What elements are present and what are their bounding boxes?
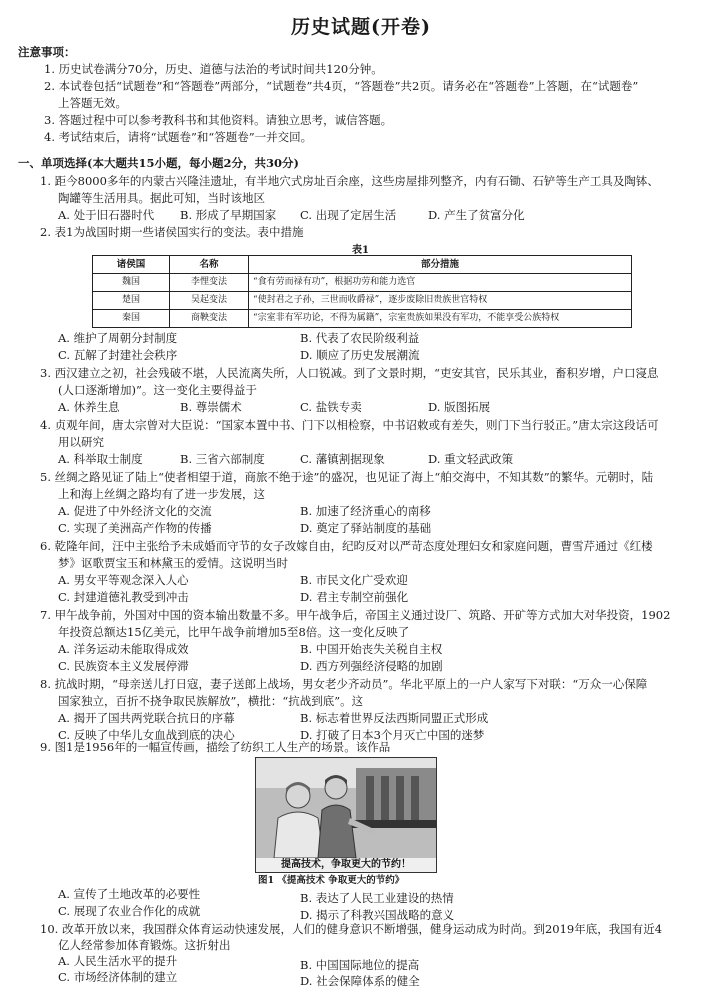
note-item: 4. 考试结束后，请将“试题卷”和“答题卷”一并交回。 bbox=[44, 130, 313, 144]
option-d: D. 社会保障体系的健全 bbox=[300, 974, 420, 988]
table-header: 部分措施 bbox=[249, 256, 632, 274]
propaganda-poster-image bbox=[255, 757, 437, 873]
option-b: B. 形成了早期国家 bbox=[180, 208, 277, 222]
poster-slogan: 提高技术，争取更大的节约！ bbox=[256, 858, 436, 872]
option-c: C. 市场经济体制的建立 bbox=[58, 970, 178, 984]
option-b: B. 代表了农民阶级利益 bbox=[300, 331, 420, 345]
note-item: 2. 本试卷包括“试题卷”和“答题卷”两部分，“试题卷”共4页，“答题卷”共2页。请务必在“答题卷”上答题，在“试题卷” bbox=[44, 79, 639, 93]
option-a: A. 处于旧石器时代 bbox=[58, 208, 155, 222]
page-title: 历史试题(开卷) bbox=[291, 16, 431, 38]
table-cell: “使封君之子孙，三世而收爵禄”，逐步废除旧贵族世官特权 bbox=[249, 292, 632, 310]
option-c: C. 民族资本主义发展停滞 bbox=[58, 659, 189, 673]
question-stem: 10. 改革开放以来，我国群众体育运动快速发展，人们的健身意识不断增强，健身运动成为时尚。到2019年底，我国有近4 bbox=[40, 922, 663, 936]
option-a: A. 人民生活水平的提升 bbox=[58, 954, 178, 968]
option-a: A. 休养生息 bbox=[58, 400, 120, 414]
table-cell: 魏国 bbox=[93, 274, 170, 292]
question-stem: (人口逐渐增加)”。这一变化主要得益于 bbox=[58, 383, 257, 397]
table-header: 诸侯国 bbox=[93, 256, 170, 274]
table-cell: “食有劳而禄有功”，根据功劳和能力选官 bbox=[249, 274, 632, 292]
option-a: A. 宣传了土地改革的必要性 bbox=[58, 887, 201, 901]
option-c: C. 展现了农业合作化的成就 bbox=[58, 904, 201, 918]
option-a: A. 洋务运动未能取得成效 bbox=[58, 642, 189, 656]
option-d: D. 产生了贫富分化 bbox=[428, 208, 525, 222]
question-stem: 陶罐等生活用具。据此可知，当时该地区 bbox=[58, 191, 265, 205]
option-a: A. 男女平等观念深入人心 bbox=[58, 573, 189, 587]
question-stem: 梦》讴歌贾宝玉和林黛玉的爱情。这说明当时 bbox=[58, 556, 288, 570]
table-row bbox=[93, 292, 632, 310]
option-b: B. 标志着世界反法西斯同盟正式形成 bbox=[300, 711, 489, 725]
table-cell: 楚国 bbox=[93, 292, 170, 310]
table-caption: 表1 bbox=[352, 245, 369, 256]
option-a: A. 维护了周朝分封制度 bbox=[58, 331, 178, 345]
option-d: D. 顺应了历史发展潮流 bbox=[300, 348, 420, 362]
note-item: 1. 历史试卷满分70分，历史、道德与法治的考试时间共120分钟。 bbox=[44, 62, 383, 76]
table-header-row bbox=[93, 256, 632, 274]
option-a: A. 揭开了国共两党联合抗日的序幕 bbox=[58, 711, 235, 725]
option-c: C. 盐铁专卖 bbox=[300, 400, 362, 414]
table-cell: 秦国 bbox=[93, 310, 170, 328]
poster-illustration bbox=[256, 758, 436, 858]
question-stem: 4. 贞观年间，唐太宗曾对大臣说：“国家本置中书、门下以相检察，中书诏敕或有差失，则门下当行驳正。”唐太宗这段话可 bbox=[40, 418, 659, 432]
question-stem: 7. 甲午战争前，外国对中国的资本输出数量不多。甲午战争后，帝国主义通过设厂、筑路、开矿等方式加大对华投资，1902 bbox=[40, 608, 671, 622]
option-b: B. 中国国际地位的提高 bbox=[300, 958, 420, 972]
table-cell: 商鞅变法 bbox=[170, 310, 249, 328]
option-a: A. 科举取士制度 bbox=[58, 452, 143, 466]
option-b: B. 三省六部制度 bbox=[180, 452, 265, 466]
table-cell: 吴起变法 bbox=[170, 292, 249, 310]
table-cell: 李悝变法 bbox=[170, 274, 249, 292]
question-stem: 8. 抗战时期，“母亲送儿打日寇，妻子送郎上战场，男女老少齐动员”。华北平原上的一户人家写下对联：“万众一心保障 bbox=[40, 677, 648, 691]
option-c: C. 反映了中华儿女血战到底的决心 bbox=[58, 728, 235, 742]
figure-caption: 图1 《提高技术 争取更大的节约》 bbox=[258, 875, 405, 886]
question-stem: 亿人经常参加体育锻炼。这折射出 bbox=[58, 938, 231, 952]
notes-heading: 注意事项： bbox=[18, 45, 76, 59]
option-b: B. 中国开始丧失关税自主权 bbox=[300, 642, 443, 656]
table-row bbox=[93, 274, 632, 292]
reform-table bbox=[92, 255, 632, 328]
option-d: D. 版图拓展 bbox=[428, 400, 491, 414]
question-stem: 年投资总额达15亿美元，比甲午战争前增加5至8倍。这一变化反映了 bbox=[58, 625, 410, 639]
question-stem: 上和海上丝绸之路均有了进一步发展，这 bbox=[58, 487, 265, 501]
option-b: B. 表达了人民工业建设的热情 bbox=[300, 891, 454, 905]
table-header: 名称 bbox=[170, 256, 249, 274]
table-cell: “宗室非有军功论，不得为属籍”，宗室贵族如果没有军功，不能享受公族特权 bbox=[249, 310, 632, 328]
question-stem: 用以研究 bbox=[58, 435, 104, 449]
option-b: B. 尊崇儒术 bbox=[180, 400, 242, 414]
option-c: C. 封建道德礼教受到冲击 bbox=[58, 590, 189, 604]
section-heading: 一、单项选择(本大题共15小题，每小题2分，共30分) bbox=[18, 156, 299, 170]
option-d: D. 奠定了驿站制度的基础 bbox=[300, 521, 432, 535]
option-c: C. 实现了美洲高产作物的传播 bbox=[58, 521, 212, 535]
note-item: 3. 答题过程中可以参考教科书和其他资料。请独立思考，诚信答题。 bbox=[44, 113, 393, 127]
option-c: C. 出现了定居生活 bbox=[300, 208, 397, 222]
question-stem: 1. 距今8000多年的内蒙古兴隆洼遗址，有半地穴式房址百余座，这些房屋排列整齐，内有石锄、石铲等生产工具及陶钵、 bbox=[40, 174, 659, 188]
table-row bbox=[93, 310, 632, 328]
option-d: D. 重文轻武政策 bbox=[428, 452, 514, 466]
option-d: D. 揭示了科教兴国战略的意义 bbox=[300, 908, 455, 922]
question-stem: 国家独立，百折不挠争取民族解放”，横批：“抗战到底”。这 bbox=[58, 694, 364, 708]
note-item: 上答题无效。 bbox=[58, 96, 127, 110]
option-d: D. 君主专制空前强化 bbox=[300, 590, 409, 604]
question-stem: 3. 西汉建立之初，社会残破不堪，人民流离失所，人口锐减。到了文景时期，“吏安其官，民乐其业，畜积岁增，户口寖息 bbox=[40, 366, 659, 380]
option-c: C. 藩镇割据现象 bbox=[300, 452, 385, 466]
option-b: B. 加速了经济重心的南移 bbox=[300, 504, 431, 518]
option-d: D. 打破了日本3个月灭亡中国的迷梦 bbox=[300, 728, 485, 742]
option-b: B. 市民文化广受欢迎 bbox=[300, 573, 408, 587]
option-d: D. 西方列强经济侵略的加剧 bbox=[300, 659, 443, 673]
option-a: A. 促进了中外经济文化的交流 bbox=[58, 504, 212, 518]
question-stem: 6. 乾隆年间，汪中主张给予未成婚而守节的女子改嫁自由，纪昀反对以严苛态度处理妇女和家庭问题，曹雪芹通过《红楼 bbox=[40, 539, 653, 553]
question-stem: 9. 图1是1956年的一幅宣传画，描绘了纺织工人生产的场景。该作品 bbox=[40, 740, 391, 754]
option-c: C. 瓦解了封建社会秩序 bbox=[58, 348, 178, 362]
question-stem: 2. 表1为战国时期一些诸侯国实行的变法。表中措施 bbox=[40, 225, 304, 239]
question-stem: 5. 丝绸之路见证了陆上“使者相望于道，商旅不绝于途”的盛况，也见证了海上“舶交海中，不知其数”的繁华。元朝时，陆 bbox=[40, 470, 654, 484]
